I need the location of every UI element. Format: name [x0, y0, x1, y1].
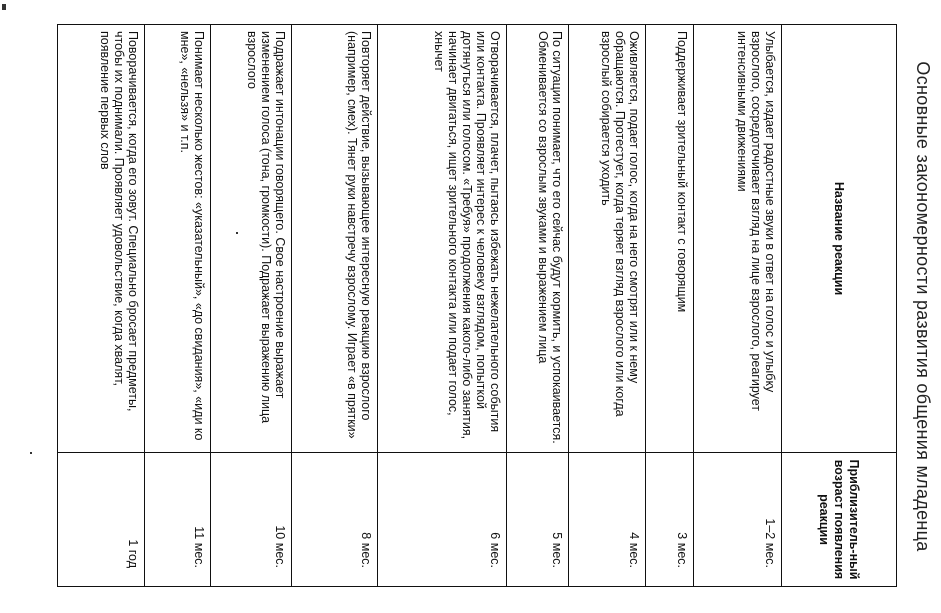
- table-row: [145, 25, 211, 587]
- reaction-cell: Поддерживает зрительный контакт с говорящим: [646, 25, 694, 453]
- table-row: [378, 25, 507, 587]
- age-cell: 3 мес.: [646, 453, 694, 587]
- reaction-cell: Понимает несколько жестов: «указательный», «до свидания», «иди ко мне», «нельзя» и т.п.: [145, 25, 211, 453]
- age-cell: 10 мес.: [211, 453, 292, 587]
- header-reaction: Название реакции: [782, 25, 897, 453]
- reaction-cell: Подражает интонации говорящего. Свое настроение выражает изменением голоса (тона, громкости). Подражает выражению лица взрослого: [211, 25, 292, 453]
- reactions-table: [57, 24, 897, 587]
- table-row: [569, 25, 646, 587]
- table-row: [211, 25, 292, 587]
- age-cell: 8 мес.: [292, 453, 378, 587]
- table-row: [507, 25, 569, 587]
- scan-speck: [236, 232, 238, 234]
- age-cell: 6 мес.: [378, 453, 507, 587]
- table-row: [694, 25, 782, 587]
- table-row: [292, 25, 378, 587]
- scan-speck: [2, 4, 6, 10]
- age-cell: 1–2 мес.: [694, 453, 782, 587]
- age-cell: 5 мес.: [507, 453, 569, 587]
- age-cell: 4 мес.: [569, 453, 646, 587]
- document-title: Основные закономерности развития общения младенца: [913, 61, 933, 552]
- reaction-cell: Повторяет действие, вызывающее интересную реакцию взрослого (например, смех). Тянет руки навстречу взрослому. Играет «в прятки»: [292, 25, 378, 453]
- age-cell: 1 год: [58, 453, 145, 587]
- header-age: Приблизитель-ный возраст появления реакции: [782, 453, 897, 587]
- table-row: [646, 25, 694, 587]
- reaction-cell: По ситуации понимает, что его сейчас будут кормить, и успокаивается. Обменивается со взрослым звуками и выражением лица: [507, 25, 569, 453]
- reaction-cell: Улыбается, издает радостные звуки в ответ на голос и улыбку взрослого, сосредоточивает взгляд на лице взрослого, реагирует интенсивными движениями: [694, 25, 782, 453]
- scan-speck: [30, 452, 32, 454]
- reaction-cell: Отворачивается, плачет, пытаясь избежать нежелательного события или контакта. Проявляет интерес к человеку взглядом, попыткой дотянуться или голосом. «Требуя» продолжения какого-либо занятия, начинает двигаться, ищет зрительного контакта или подает голос, хнычет: [378, 25, 507, 453]
- reaction-cell: Оживляется, подает голос, когда на него смотрят или к нему обращаются. Протестует, когда теряет взгляд взрослого или когда взрослый собирается уходить: [569, 25, 646, 453]
- age-cell: 11 мес.: [145, 453, 211, 587]
- reaction-cell: Поворачивается, когда его зовут. Специально бросает предметы, чтобы их поднимали. Проявляет удовольствие, когда хвалят, появление первых слов: [58, 25, 145, 453]
- table-header-row: [782, 25, 897, 587]
- table-row: [58, 25, 145, 587]
